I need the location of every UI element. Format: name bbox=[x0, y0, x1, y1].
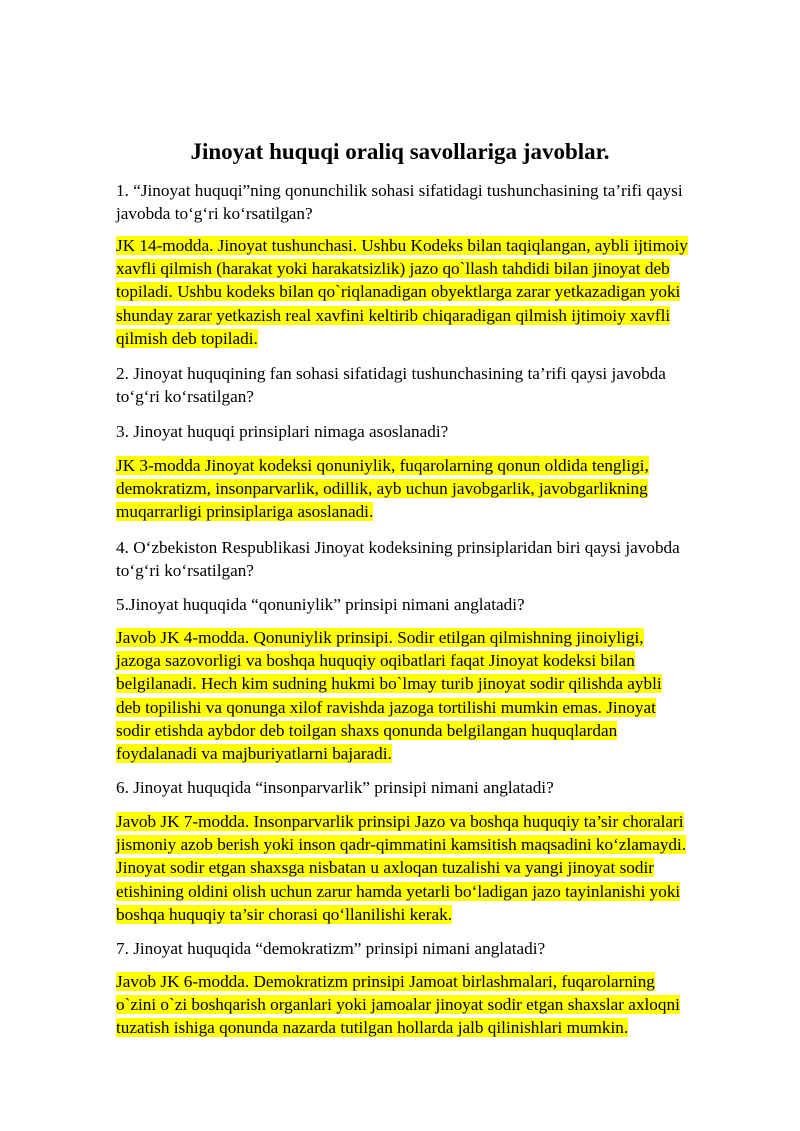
answer-line bbox=[116, 903, 746, 926]
line-text: JK 14-modda. Jinoyat tushunchasi. Ushbu Kodeks bilan taqiqlangan, aybli ijtimoiy bbox=[116, 236, 688, 255]
answer-paragraph bbox=[116, 234, 746, 350]
question-paragraph bbox=[116, 937, 746, 960]
answer-line bbox=[116, 280, 746, 303]
line-text: shunday zarar yetkazish real xavfini keltirib chiqaradigan qilmish ijtimoiy xavfli bbox=[116, 305, 671, 325]
line-text: javobda to‘g‘ri ko‘rsatilgan? bbox=[116, 204, 313, 224]
answer-line bbox=[116, 696, 746, 719]
answer-line bbox=[116, 1016, 746, 1039]
line-text: sodir etishda aybdor deb toilgan shaxs qonunda belgilangan huquqlardan bbox=[116, 720, 618, 740]
answer-line bbox=[116, 810, 746, 833]
question-paragraph bbox=[116, 536, 746, 582]
answer-line bbox=[116, 454, 746, 477]
line-text: 5.Jinoyat huquqida “qonuniylik” prinsipi nimani anglatadi? bbox=[116, 595, 525, 614]
answer-line bbox=[116, 742, 746, 765]
question-line bbox=[116, 536, 746, 559]
answer-line bbox=[116, 626, 746, 649]
line-text: 7. Jinoyat huquqida “demokratizm” prinsipi nimani anglatadi? bbox=[116, 939, 546, 958]
line-text: xavfli qilmish (harakat yoki harakatsizlik) jazo qo`llash tahdidi bilan jinoyat deb bbox=[116, 259, 670, 279]
question-line bbox=[116, 776, 746, 799]
answer-line bbox=[116, 970, 746, 993]
line-text: foydalanadi va majburiyatlarni bajaradi. bbox=[116, 744, 392, 764]
answer-line bbox=[116, 500, 746, 523]
line-text: 4. O‘zbekiston Respublikasi Jinoyat kodeksining prinsiplaridan biri qaysi javobda bbox=[116, 538, 680, 557]
document-title: Jinoyat huquqi oraliq savollariga javoblar. bbox=[190, 139, 610, 164]
answer-line bbox=[116, 993, 746, 1016]
question-line bbox=[116, 202, 746, 225]
answer-paragraph bbox=[116, 810, 746, 926]
line-text: boshqa huquqiy ta’sir chorasi qo‘llanilishi kerak. bbox=[116, 904, 453, 924]
line-text: etishining oldini olish uchun zarur hamda yetarli bo‘ladigan jazo tayinlanishi yoki bbox=[116, 881, 681, 901]
line-text: to‘g‘ri ko‘rsatilgan? bbox=[116, 561, 254, 581]
line-text: 6. Jinoyat huquqida “insonparvarlik” prinsipi nimani anglatadi? bbox=[116, 778, 554, 797]
line-text: muqarrarligi prinsiplariga asoslanadi. bbox=[116, 502, 374, 522]
answer-paragraph bbox=[116, 970, 746, 1040]
line-text: 3. Jinoyat huquqi prinsiplari nimaga asoslanadi? bbox=[116, 422, 449, 441]
line-text: deb topilishi va qonunga xilof ravishda jazoga tortilishi mumkin emas. Jinoyat bbox=[116, 697, 656, 717]
line-text: Javob JK 6-modda. Demokratizm prinsipi Jamoat birlashmalari, fuqarolarning bbox=[116, 972, 655, 991]
line-text: belgilanadi. Hech kim sudning hukmi bo`lmay turib jinoyat sodir qilishda aybli bbox=[116, 674, 662, 694]
line-text: jazoga sazovorligi va boshqa huquqiy oqibatlari faqat Jinoyat kodeksi bilan bbox=[116, 651, 635, 671]
line-text: qilmish deb topiladi. bbox=[116, 328, 258, 348]
line-text: 1. “Jinoyat huquqi”ning qonunchilik sohasi sifatidagi tushunchasining ta’rifi qaysi bbox=[116, 181, 683, 200]
question-line bbox=[116, 385, 746, 408]
question-line bbox=[116, 937, 746, 960]
line-text: demokratizm, insonparvarlik, odillik, ayb uchun javobgarlik, javobgarlikning bbox=[116, 479, 648, 499]
answer-line bbox=[116, 719, 746, 742]
line-text: Jinoyat sodir etgan shaxsga nisbatan u axloqan tuzalishi va yangi jinoyat sodir bbox=[116, 858, 654, 878]
line-text: tuzatish ishiga qonunda nazarda tutilgan hollarda jalb qilinishlari mumkin. bbox=[116, 1018, 629, 1038]
answer-line bbox=[116, 856, 746, 879]
answer-line bbox=[116, 833, 746, 856]
question-paragraph bbox=[116, 362, 746, 408]
line-text: topiladi. Ushbu kodeks bilan qo`riqlanadigan obyektlarga zarar yetkazadigan yoki bbox=[116, 282, 681, 302]
answer-line bbox=[116, 672, 746, 695]
answer-paragraph bbox=[116, 454, 746, 524]
question-paragraph bbox=[116, 776, 746, 799]
line-text: Javob JK 4-modda. Qonuniylik prinsipi. Sodir etilgan qilmishning jinoiyligi, bbox=[116, 628, 644, 647]
line-text: Javob JK 7-modda. Insonparvarlik prinsipi Jazo va boshqa huquqiy ta’sir choralari bbox=[116, 812, 684, 831]
line-text: JK 3-modda Jinoyat kodeksi qonuniylik, fuqarolarning qonun oldida tengligi, bbox=[116, 456, 649, 475]
line-text: jismoniy azob berish yoki inson qadr-qimmatini kamsitish maqsadini ko‘zlamaydi. bbox=[116, 835, 687, 855]
question-line bbox=[116, 559, 746, 582]
question-line bbox=[116, 420, 746, 443]
question-paragraph bbox=[116, 420, 746, 443]
answer-line bbox=[116, 649, 746, 672]
question-paragraph bbox=[116, 593, 746, 616]
question-paragraph bbox=[116, 179, 746, 225]
line-text: o`zini o`zi boshqarish organlari yoki jamoalar jinoyat sodir etgan shaxslar axloqni bbox=[116, 995, 680, 1015]
answer-line bbox=[116, 234, 746, 257]
answer-line bbox=[116, 477, 746, 500]
question-line bbox=[116, 593, 746, 616]
question-line bbox=[116, 179, 746, 202]
answer-line bbox=[116, 257, 746, 280]
answer-line bbox=[116, 327, 746, 350]
question-line bbox=[116, 362, 746, 385]
answer-line bbox=[116, 304, 746, 327]
answer-line bbox=[116, 880, 746, 903]
answer-paragraph bbox=[116, 626, 746, 765]
line-text: to‘g‘ri ko‘rsatilgan? bbox=[116, 387, 254, 407]
line-text: 2. Jinoyat huquqining fan sohasi sifatidagi tushunchasining ta’rifi qaysi javobda bbox=[116, 364, 666, 383]
